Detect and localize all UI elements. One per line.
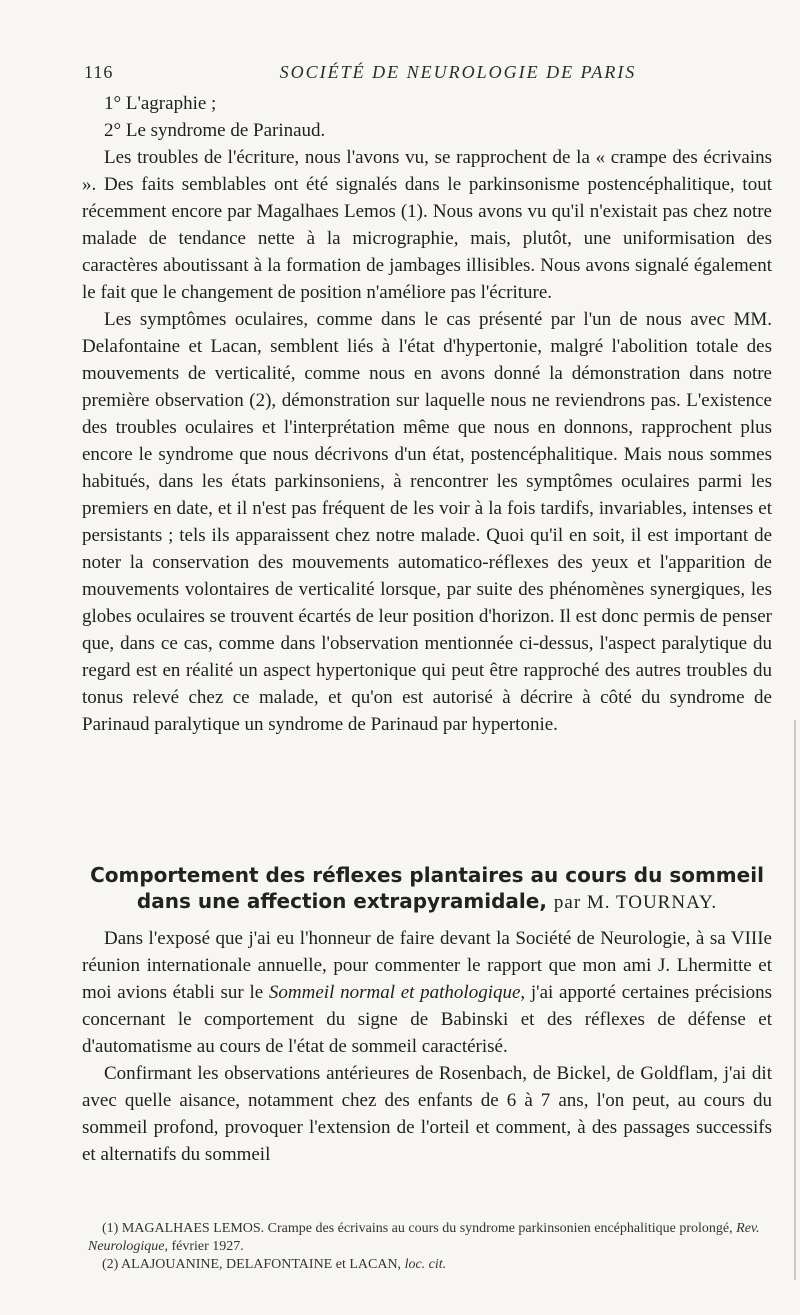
- list-item-parinaud: 2° Le syndrome de Parinaud.: [104, 120, 326, 141]
- footnote-2-start: (2) ALAJOUANINE, DELAFONTAINE et LACAN,: [102, 1257, 405, 1272]
- body-text: [82, 90, 772, 738]
- list-item-agraphie: 1° L'agraphie ;: [104, 93, 217, 114]
- paragraph-expose-end: , j'ai apporté certaines précisions concernant le comportement du signe de Babinski et des réflexes de défense et d'automatisme au cours de l'état de sommeil caractérisé.: [82, 982, 772, 1057]
- footnotes: [88, 1220, 778, 1274]
- page-number: 116: [84, 62, 114, 82]
- section-text: [82, 925, 772, 1168]
- paragraph-expose-italic: Sommeil normal et pathologique: [268, 982, 521, 1003]
- footnote-1-start: (1) MAGALHAES LEMOS. Crampe des écrivains au cours du syndrome parkinsonien encéphalitique prolongé,: [102, 1221, 737, 1236]
- footnote-2-italic: loc. cit.: [404, 1257, 447, 1272]
- section-title: [78, 862, 776, 916]
- footnote-1-italic: Rev. Neurologique: [88, 1221, 760, 1254]
- section-title-text: Comportement des réflexes plantaires au cours du sommeil dans une affection extrapyramidale,: [90, 863, 764, 913]
- footnote-1: [88, 1220, 778, 1256]
- paragraph-ocular-symptoms: Les symptômes oculaires, comme dans le cas présenté par l'un de nous avec MM. Delafontaine et Lacan, semblent liés à l'état d'hypertonie, malgré l'abolition totale des mouvements de verticalité, comme nous en avons donné la démonstration dans notre première observation (2), démonstration sur laquelle nous ne reviendrons pas. L'existence des troubles oculaires et l'interprétation même que nous en donnons, rapprochent plus encore le syndrome que nous décrivons d'un état, postencéphalitique. Mais nous sommes habitués, dans les états parkinsoniens, à rencontrer les symptômes oculaires parmi les premiers en date, et il n'est pas fréquent de les voir à la fois tardifs, invariables, intenses et persistants ; tels ils apparaissent chez notre malade. Quoi qu'il en soit, il est important de noter la conservation des mouvements automatico-réflexes des yeux et l'apparition de mouvements volontaires de verticalité lorsque, par suite des phénomènes synergiques, les globes oculaires se trouvent écartés de leur position d'horizon. Il est donc permis de penser que, dans ce cas, comme dans l'observation mentionnée ci-dessus, l'aspect paralytique du regard est en réalité un aspect hypertonique qui peut être rapproché des autres troubles du tonus relevé chez ce malade, et qu'on est autorisé à décrire à côté du syndrome de Parinaud paralytique un syndrome de Parinaud par hypertonie.: [82, 309, 772, 735]
- running-title: SOCIÉTÉ DE NEUROLOGIE DE PARIS: [279, 62, 637, 82]
- footnote-2: [88, 1256, 778, 1274]
- section-author: par M. TOURNAY.: [553, 892, 718, 913]
- page-edge-shadow: [794, 720, 796, 1280]
- paragraph-expose: [82, 925, 772, 1060]
- page-header: [84, 62, 774, 88]
- paragraph-writing-troubles: Les troubles de l'écriture, nous l'avons vu, se rapprochent de la « crampe des écrivains ». Des faits semblables ont été signalés dans le parkinsonisme postencéphalitique, tout récemment encore par Magalhaes Lemos (1). Nous avons vu qu'il n'existait pas chez notre malade de tendance nette à la micrographie, mais, plutôt, une uniformisation des caractères aboutissant à la formation de jambages illisibles. Nous avons signalé également le fait que le changement de position n'améliore pas l'écriture.: [82, 147, 772, 303]
- footnote-1-end: , février 1927.: [164, 1239, 244, 1254]
- paragraph-confirmant: Confirmant les observations antérieures de Rosenbach, de Bickel, de Goldflam, j'ai dit avec quelle aisance, notamment chez des enfants de 6 à 7 ans, l'on peut, au cours du sommeil profond, provoquer l'extension de l'orteil et comment, à des passages successifs et alternatifs du sommeil: [82, 1063, 772, 1165]
- paragraph-expose-start: Dans l'exposé que j'ai eu l'honneur de faire devant la Société de Neurologie, à sa VIIIe réunion internationale annuelle, pour commenter le rapport que mon ami J. Lhermitte et moi avions établi sur le: [82, 928, 772, 1003]
